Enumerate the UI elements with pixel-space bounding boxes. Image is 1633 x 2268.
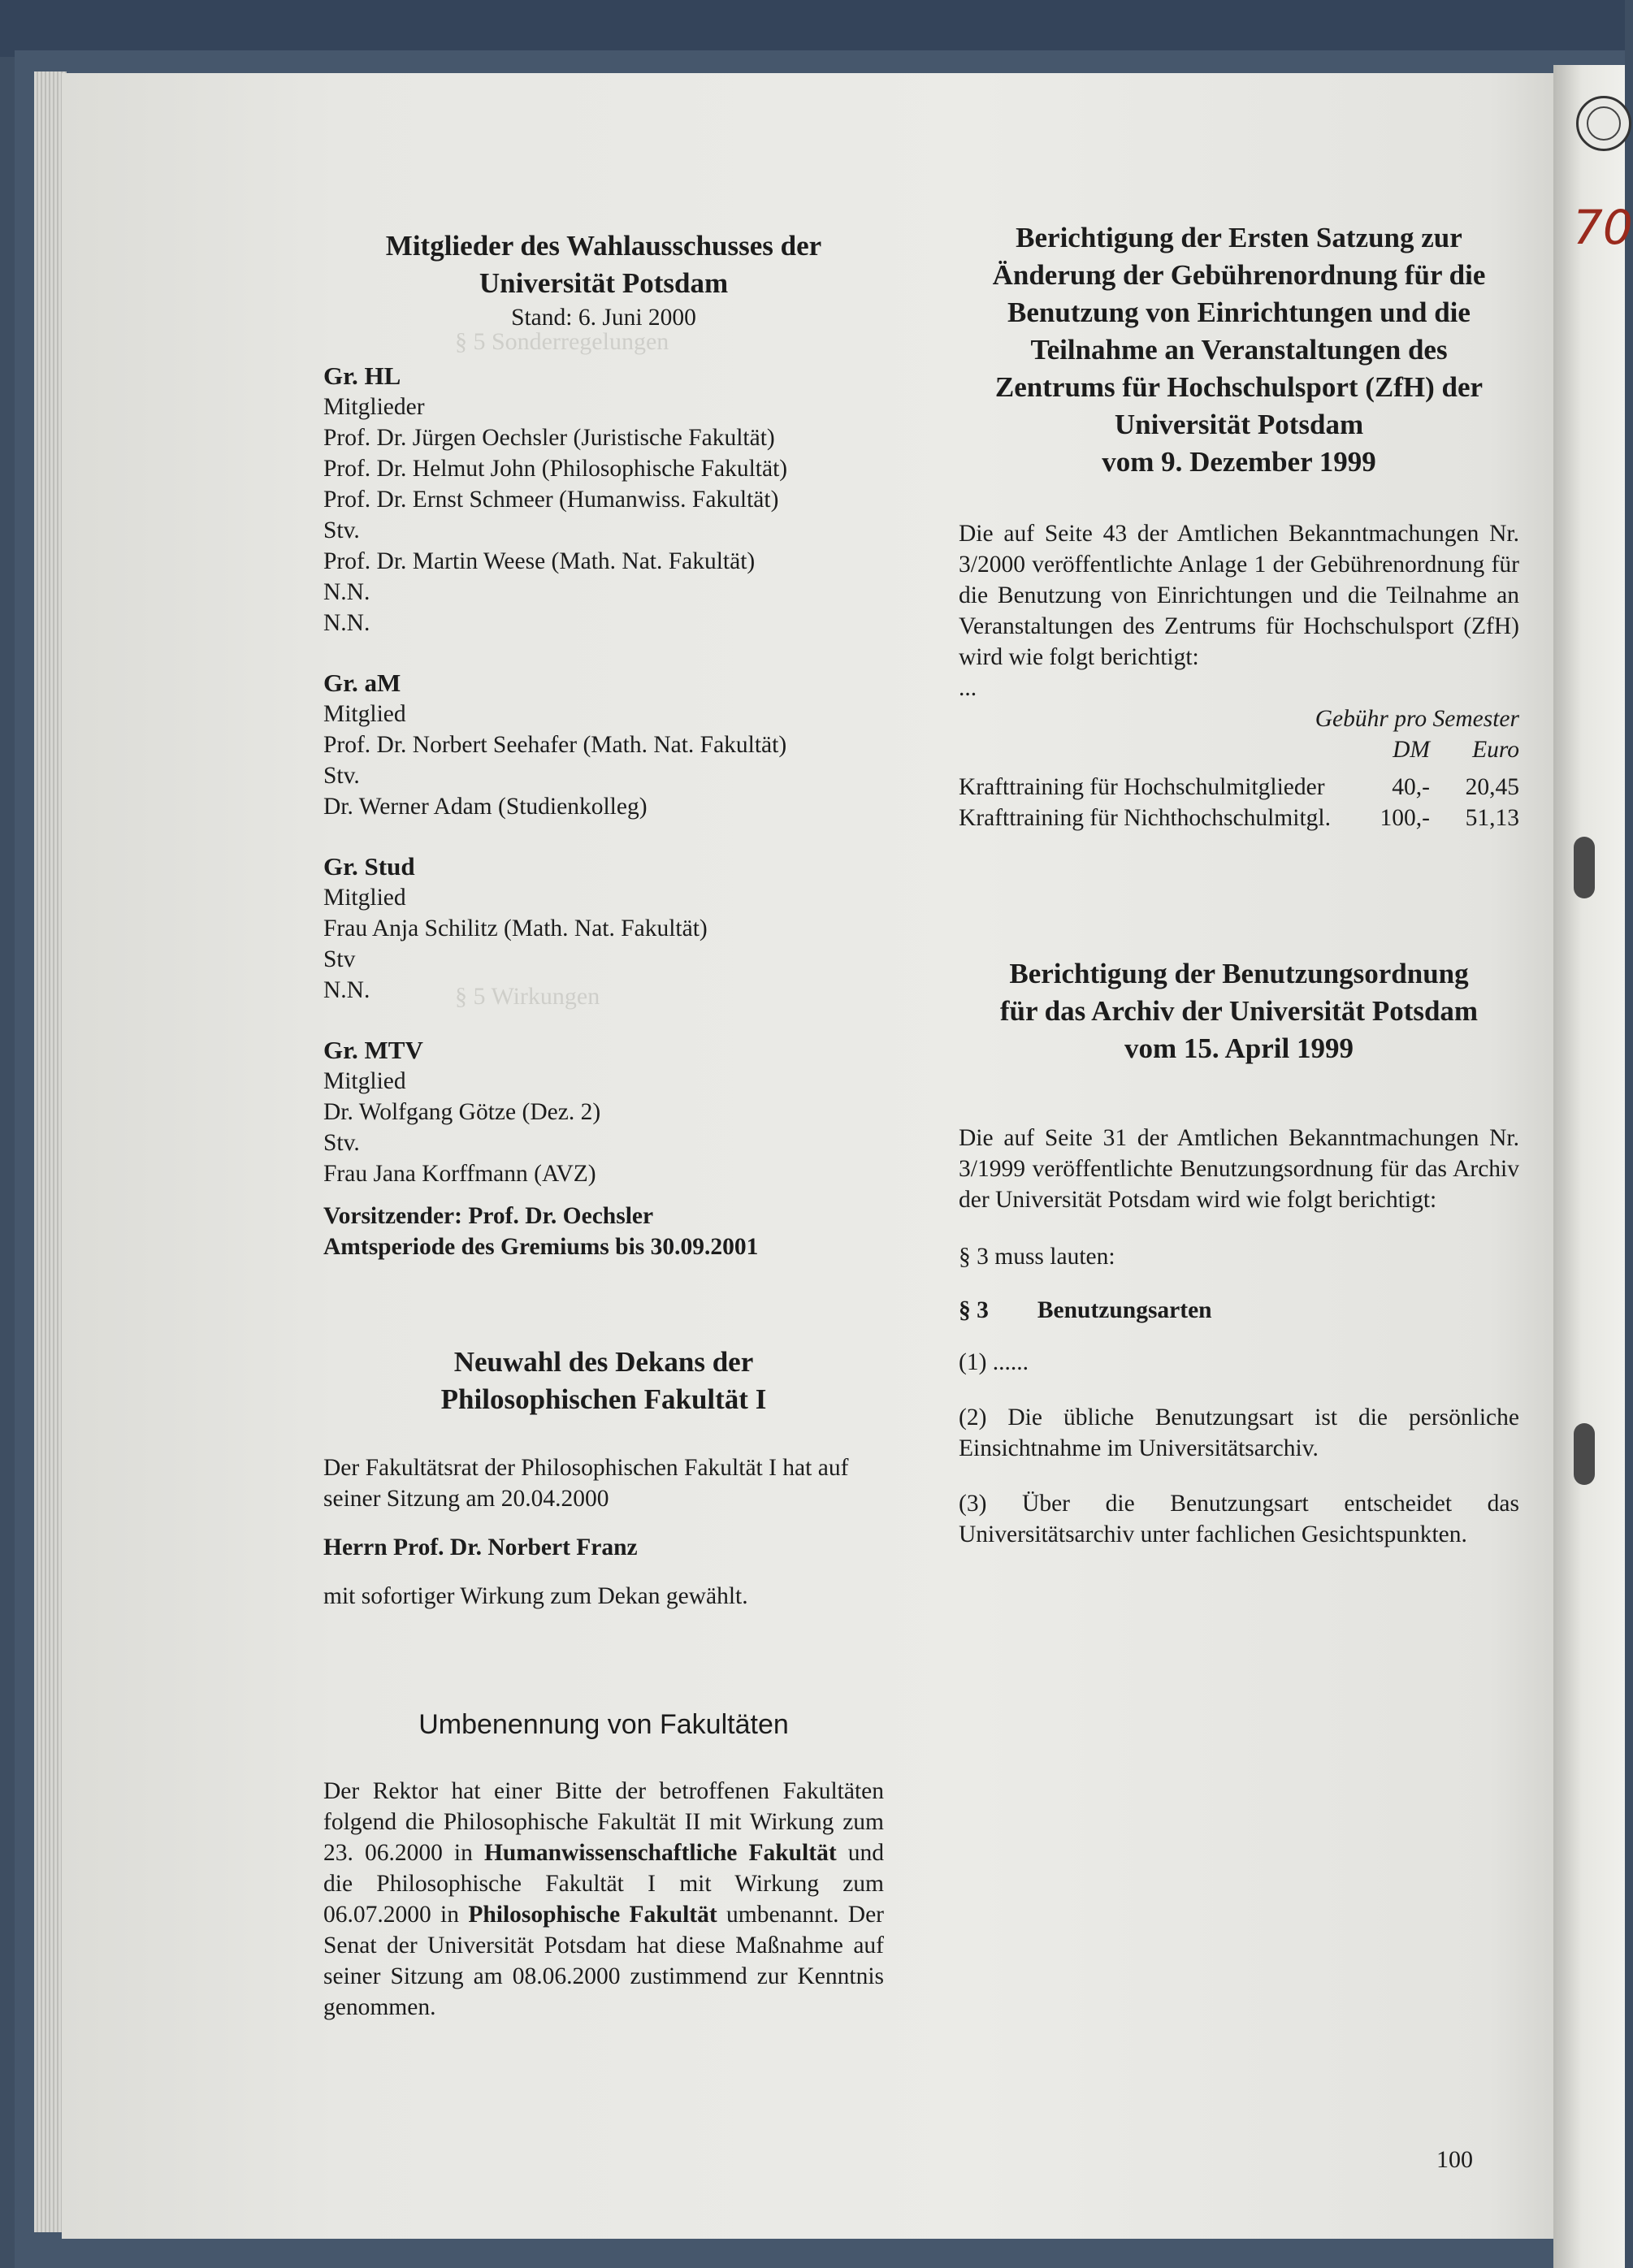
group-name: Gr. HL <box>323 361 401 390</box>
section-title-archiv: vom 15. April 1999 <box>1124 1032 1354 1064</box>
section-title-archiv: Berichtigung der Benutzungsordnung <box>1009 958 1469 989</box>
member-line: Prof. Dr. Norbert Seehafer (Math. Nat. Fakultät) <box>323 732 787 758</box>
faculty-name-human: Humanwissenschaftliche Fakultät <box>483 1840 837 1866</box>
scanner-background <box>0 0 1625 57</box>
page-gutter <box>1553 65 1625 2268</box>
group-name: Gr. Stud <box>323 852 415 881</box>
gebuehren-text: Die auf Seite 43 der Amtlichen Bekanntmachungen Nr. 3/2000 veröffentlichte Anlage 1 der Gebührenordnung für die Benutzung von Einrichtungen und die Teilnahme an Veranstaltungen des Zentrums für Hochschulsport (ZfH) wird wie folgt berichtigt: <box>959 521 1519 670</box>
member-line: N.N. <box>323 610 370 636</box>
stand-date: Stand: 6. Juni 2000 <box>511 305 696 331</box>
member-line: Frau Jana Korffmann (AVZ) <box>323 1161 596 1187</box>
member-line: Dr. Wolfgang Götze (Dez. 2) <box>323 1099 601 1125</box>
fee-euro: 20,45 <box>1465 774 1519 800</box>
member-line: N.N. <box>323 579 370 605</box>
binding-hole-icon <box>1574 1423 1595 1485</box>
ellipsis: ... <box>959 675 977 701</box>
member-line: Stv. <box>323 1130 360 1156</box>
member-line: Mitglied <box>323 885 406 911</box>
member-line: Mitglied <box>323 1068 406 1094</box>
section-title-wahlausschuss: Mitglieder des Wahlausschusses der <box>385 230 822 262</box>
section-title-archiv: für das Archiv der Universität Potsdam <box>999 995 1479 1027</box>
right-column <box>959 219 1519 1550</box>
member-line: Frau Anja Schilitz (Math. Nat. Fakultät) <box>323 915 708 941</box>
paragraph-heading: § 3 Benutzungsarten <box>959 1297 1212 1323</box>
fee-dm: 40,- <box>1392 774 1430 800</box>
section-title-gebuehren: Zentrums für Hochschulsport (ZfH) der <box>994 371 1484 403</box>
faculty-name-philo: Philosophische Fakultät <box>468 1902 717 1928</box>
group-hl <box>323 361 884 638</box>
section-title-wahlausschuss-line2: Universität Potsdam <box>479 267 729 299</box>
archiv-item-1: (1) ...... <box>959 1349 1029 1375</box>
page-number: 100 <box>1436 2146 1473 2173</box>
group-name: Gr. MTV <box>323 1036 423 1064</box>
section-title-umbenennung: Umbenennung von Fakultäten <box>418 1709 789 1740</box>
fee-label: Krafttraining für Nichthochschulmitgl. <box>959 805 1331 831</box>
group-mtv <box>323 1035 884 1189</box>
dekan-name: Herrn Prof. Dr. Norbert Franz <box>323 1534 638 1560</box>
member-line: Prof. Dr. Jürgen Oechsler (Juristische Fakultät) <box>323 425 775 451</box>
member-line: Mitglieder <box>323 394 425 420</box>
section-title-gebuehren: vom 9. Dezember 1999 <box>1102 446 1376 478</box>
member-line: N.N. <box>323 977 370 1003</box>
archiv-muss: § 3 muss lauten: <box>959 1244 1115 1270</box>
term-line: Amtsperiode des Gremiums bis 30.09.2001 <box>323 1234 759 1260</box>
dekan-result: mit sofortiger Wirkung zum Dekan gewählt. <box>323 1583 748 1609</box>
fee-row <box>959 803 1519 833</box>
member-line: Prof. Dr. Helmut John (Philosophische Fakultät) <box>323 456 788 482</box>
chair-line: Vorsitzender: Prof. Dr. Oechsler <box>323 1203 654 1229</box>
section-title-gebuehren: Änderung der Gebührenordnung für die <box>992 259 1486 291</box>
fee-header: Gebühr pro Semester <box>1315 706 1519 732</box>
group-stud <box>323 851 884 1006</box>
member-line: Dr. Werner Adam (Studienkolleg) <box>323 794 648 820</box>
dekan-text: Der Fakultätsrat der Philosophischen Fakultät I hat auf seiner Sitzung am 20.04.2000 <box>323 1455 849 1512</box>
member-line: Prof. Dr. Ernst Schmeer (Humanwiss. Fakultät) <box>323 487 779 513</box>
show-through-text: § 5 Wirkungen <box>455 983 600 1010</box>
archiv-text: Die auf Seite 31 der Amtlichen Bekanntmachungen Nr. 3/1999 veröffentlichte Benutzungsordnung für das Archiv der Universität Potsdam wird wie folgt berichtigt: <box>959 1125 1519 1213</box>
section-title-gebuehren: Benutzung von Einrichtungen und die <box>1007 296 1471 328</box>
fee-label: Krafttraining für Hochschulmitglieder <box>959 774 1325 800</box>
member-line: Stv. <box>323 763 360 789</box>
umbenennung-text: Der Rektor hat einer Bitte der betroffenen Fakultäten folgend die Philosophische Fakultät II mit Wirkung zum 23. 06.2000 in Humanwissenschaftliche Fakultät und die Philosophische Fakultät I mit Wirkung zum 06.07.2000 in Philosophische Fakultät umbenannt. Der Senat der Universität Potsdam hat diese Maßnahme auf seiner Sitzung am 08.06.2000 zustimmend zur Kenntnis genommen. <box>323 1778 884 2020</box>
fee-column-headers <box>959 734 1519 765</box>
show-through-text: § 5 Sonderregelungen <box>455 328 669 355</box>
group-am <box>323 668 884 822</box>
binding-hole-icon <box>1574 837 1595 898</box>
section-title-gebuehren: Universität Potsdam <box>1114 409 1364 440</box>
archiv-item-2: (2) Die übliche Benutzungsart ist die persönliche Einsichtnahme im Universitätsarchiv. <box>959 1405 1519 1461</box>
fee-dm: 100,- <box>1380 805 1430 831</box>
member-line: Prof. Dr. Martin Weese (Math. Nat. Fakultät) <box>323 548 756 574</box>
section-title-dekan-line2: Philosophischen Fakultät I <box>440 1383 767 1415</box>
left-column <box>323 227 884 2023</box>
fee-euro: 51,13 <box>1465 805 1519 831</box>
library-stamp-icon <box>1576 96 1631 151</box>
group-name: Gr. aM <box>323 669 401 697</box>
col-dm: DM <box>1393 737 1430 763</box>
fee-row <box>959 772 1519 803</box>
member-line: Stv <box>323 946 356 972</box>
archiv-item-3: (3) Über die Benutzungsart entscheidet das Universitätsarchiv unter fachlichen Gesichtspunkten. <box>959 1491 1519 1547</box>
member-line: Mitglied <box>323 701 406 727</box>
section-title-gebuehren: Teilnahme an Veranstaltungen des <box>1030 334 1448 366</box>
handwritten-margin-mark: 70 <box>1573 200 1633 255</box>
section-title-gebuehren: Berichtigung der Ersten Satzung zur <box>1016 222 1462 253</box>
section-title-dekan: Neuwahl des Dekans der <box>453 1346 754 1378</box>
member-line: Stv. <box>323 517 360 543</box>
col-euro: Euro <box>1472 737 1519 763</box>
